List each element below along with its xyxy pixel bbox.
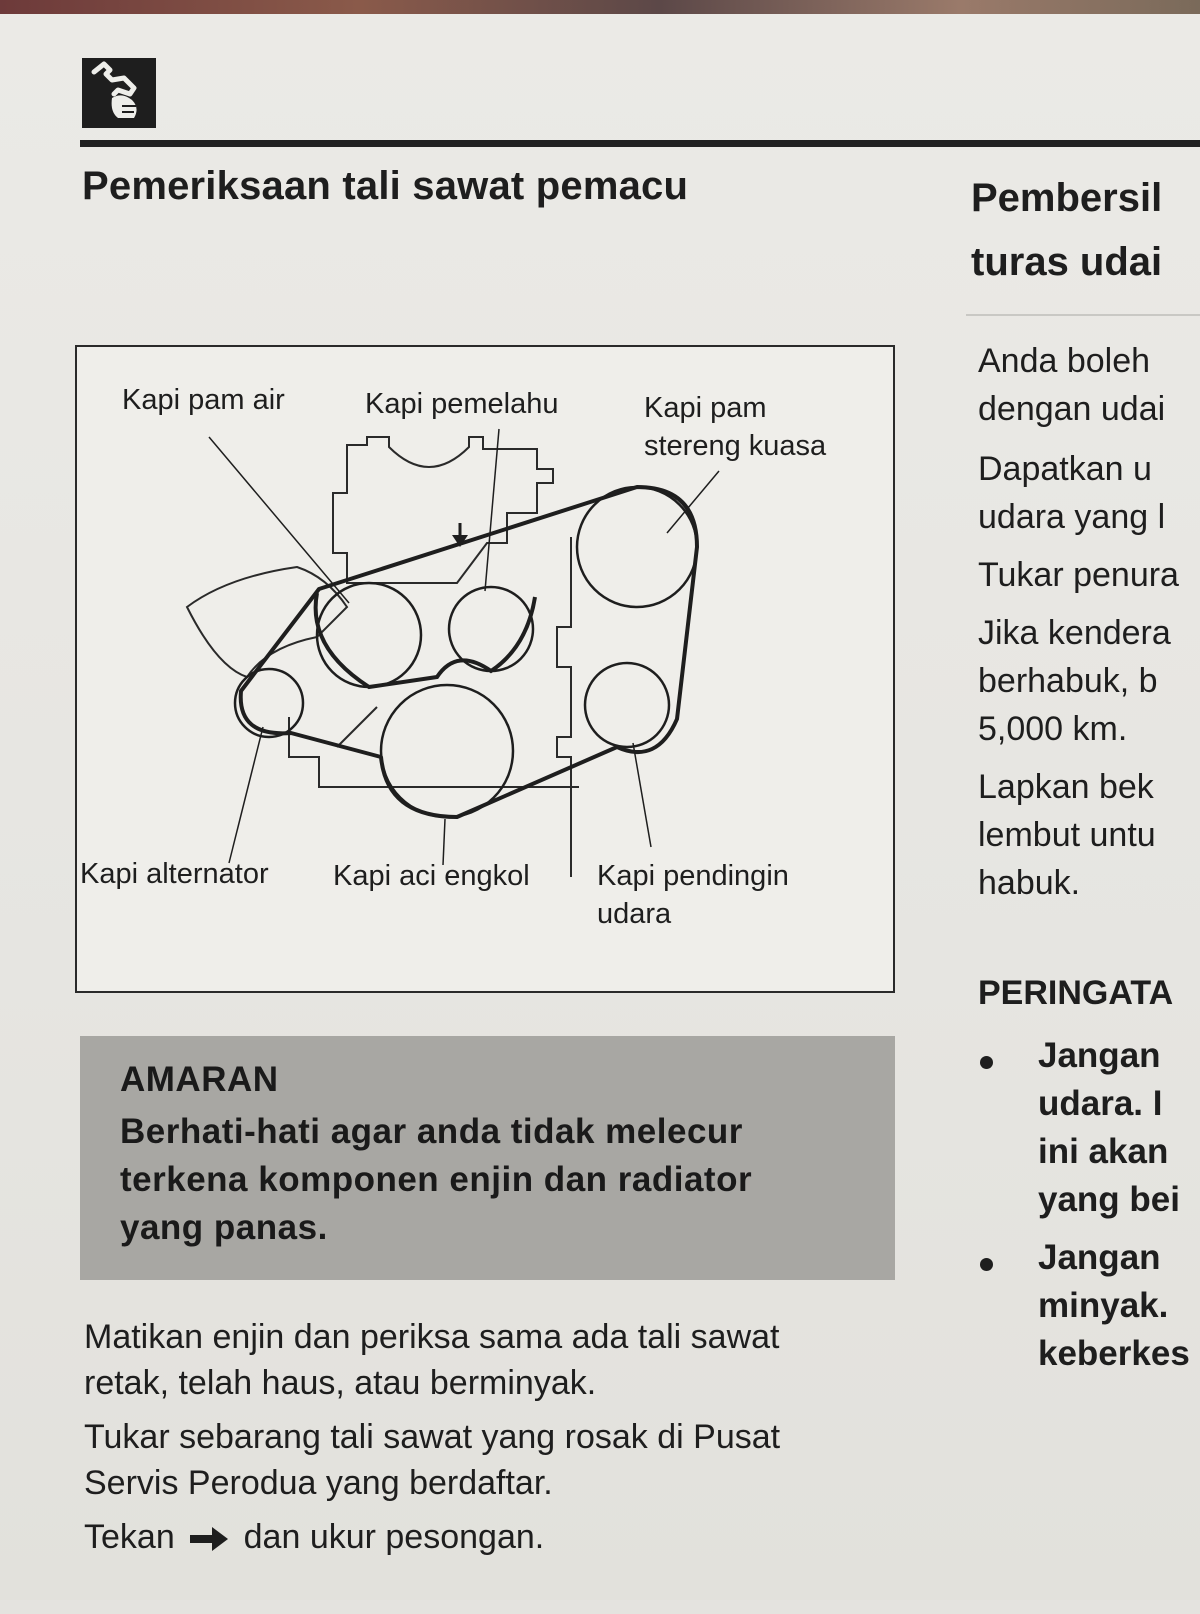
instructions xyxy=(84,1314,904,1568)
section-title: Pemeriksaan tali sawat pemacu xyxy=(82,164,689,208)
instruction-paragraph-1 xyxy=(84,1314,904,1406)
instruction-3-before: Tekan xyxy=(84,1518,175,1556)
right-text-line: habuk. xyxy=(978,864,1081,902)
instruction-paragraph-2 xyxy=(84,1414,904,1506)
right-text-line: Lapkan bek xyxy=(978,768,1154,806)
label-kapi-pendingin-line2: udara xyxy=(597,898,672,930)
label-kapi-aci-engkol: Kapi aci engkol xyxy=(333,860,530,892)
right-text-line: udara yang l xyxy=(978,498,1166,536)
bullet-icon xyxy=(980,1056,993,1069)
right-text-line: lembut untu xyxy=(978,816,1156,854)
label-kapi-pam-air: Kapi pam air xyxy=(122,384,285,416)
manual-page xyxy=(0,14,1200,1600)
warning-line-2: terkena komponen enjin dan radiator xyxy=(120,1160,753,1199)
label-kapi-pam-stereng-line2: stereng kuasa xyxy=(644,430,827,462)
right-text-line: Tukar penura xyxy=(978,556,1179,594)
wrench-hand-icon xyxy=(82,58,156,128)
instruction-1-line-1: Matikan enjin dan periksa sama ada tali sawat xyxy=(84,1318,780,1356)
right-text-line: Jika kendera xyxy=(978,614,1171,652)
right-column-cropped xyxy=(968,14,1200,1614)
right-bullet-line: minyak. xyxy=(1038,1286,1169,1325)
right-title-line-2: turas udai xyxy=(971,240,1163,284)
right-bullet-line: udara. I xyxy=(1038,1084,1163,1123)
right-text-line: dengan udai xyxy=(978,390,1166,428)
right-bullet-line: yang bei xyxy=(1038,1180,1180,1219)
right-bullet-line: keberkes xyxy=(1038,1334,1190,1373)
warning-box xyxy=(80,1036,895,1280)
instruction-2-line-2: Servis Perodua yang berdaftar. xyxy=(84,1464,553,1502)
right-bullet-line: ini akan xyxy=(1038,1132,1169,1171)
right-bullet-line: Jangan xyxy=(1038,1238,1161,1277)
right-text-line: Dapatkan u xyxy=(978,450,1152,488)
right-text-line: berhabuk, b xyxy=(978,662,1158,700)
right-text-line: 5,000 km. xyxy=(978,710,1128,748)
warning-line-1: Berhati-hati agar anda tidak melecur xyxy=(120,1112,743,1151)
drive-belt-diagram xyxy=(75,345,895,993)
right-bullet-line: Jangan xyxy=(1038,1036,1161,1075)
right-title-line-1: Pembersil xyxy=(971,176,1163,220)
label-kapi-pemelahu: Kapi pemelahu xyxy=(365,388,559,420)
instruction-paragraph-3 xyxy=(84,1514,904,1560)
label-kapi-pendingin-line1: Kapi pendingin xyxy=(597,860,789,892)
warning-title: AMARAN xyxy=(120,1060,279,1099)
bullet-icon xyxy=(980,1258,993,1271)
warning-line-3: yang panas. xyxy=(120,1208,328,1247)
label-kapi-pam-stereng-line1: Kapi pam xyxy=(644,392,767,424)
right-text-line: Anda boleh xyxy=(978,342,1151,380)
label-kapi-alternator: Kapi alternator xyxy=(80,858,269,890)
instruction-2-line-1: Tukar sebarang tali sawat yang rosak di Pusat xyxy=(84,1418,781,1456)
instruction-1-line-2: retak, telah haus, atau berminyak. xyxy=(84,1364,597,1402)
instruction-3-after: dan ukur pesongan. xyxy=(243,1518,545,1556)
arrow-right-icon xyxy=(188,1525,230,1553)
right-warning-heading: PERINGATA xyxy=(978,974,1174,1012)
